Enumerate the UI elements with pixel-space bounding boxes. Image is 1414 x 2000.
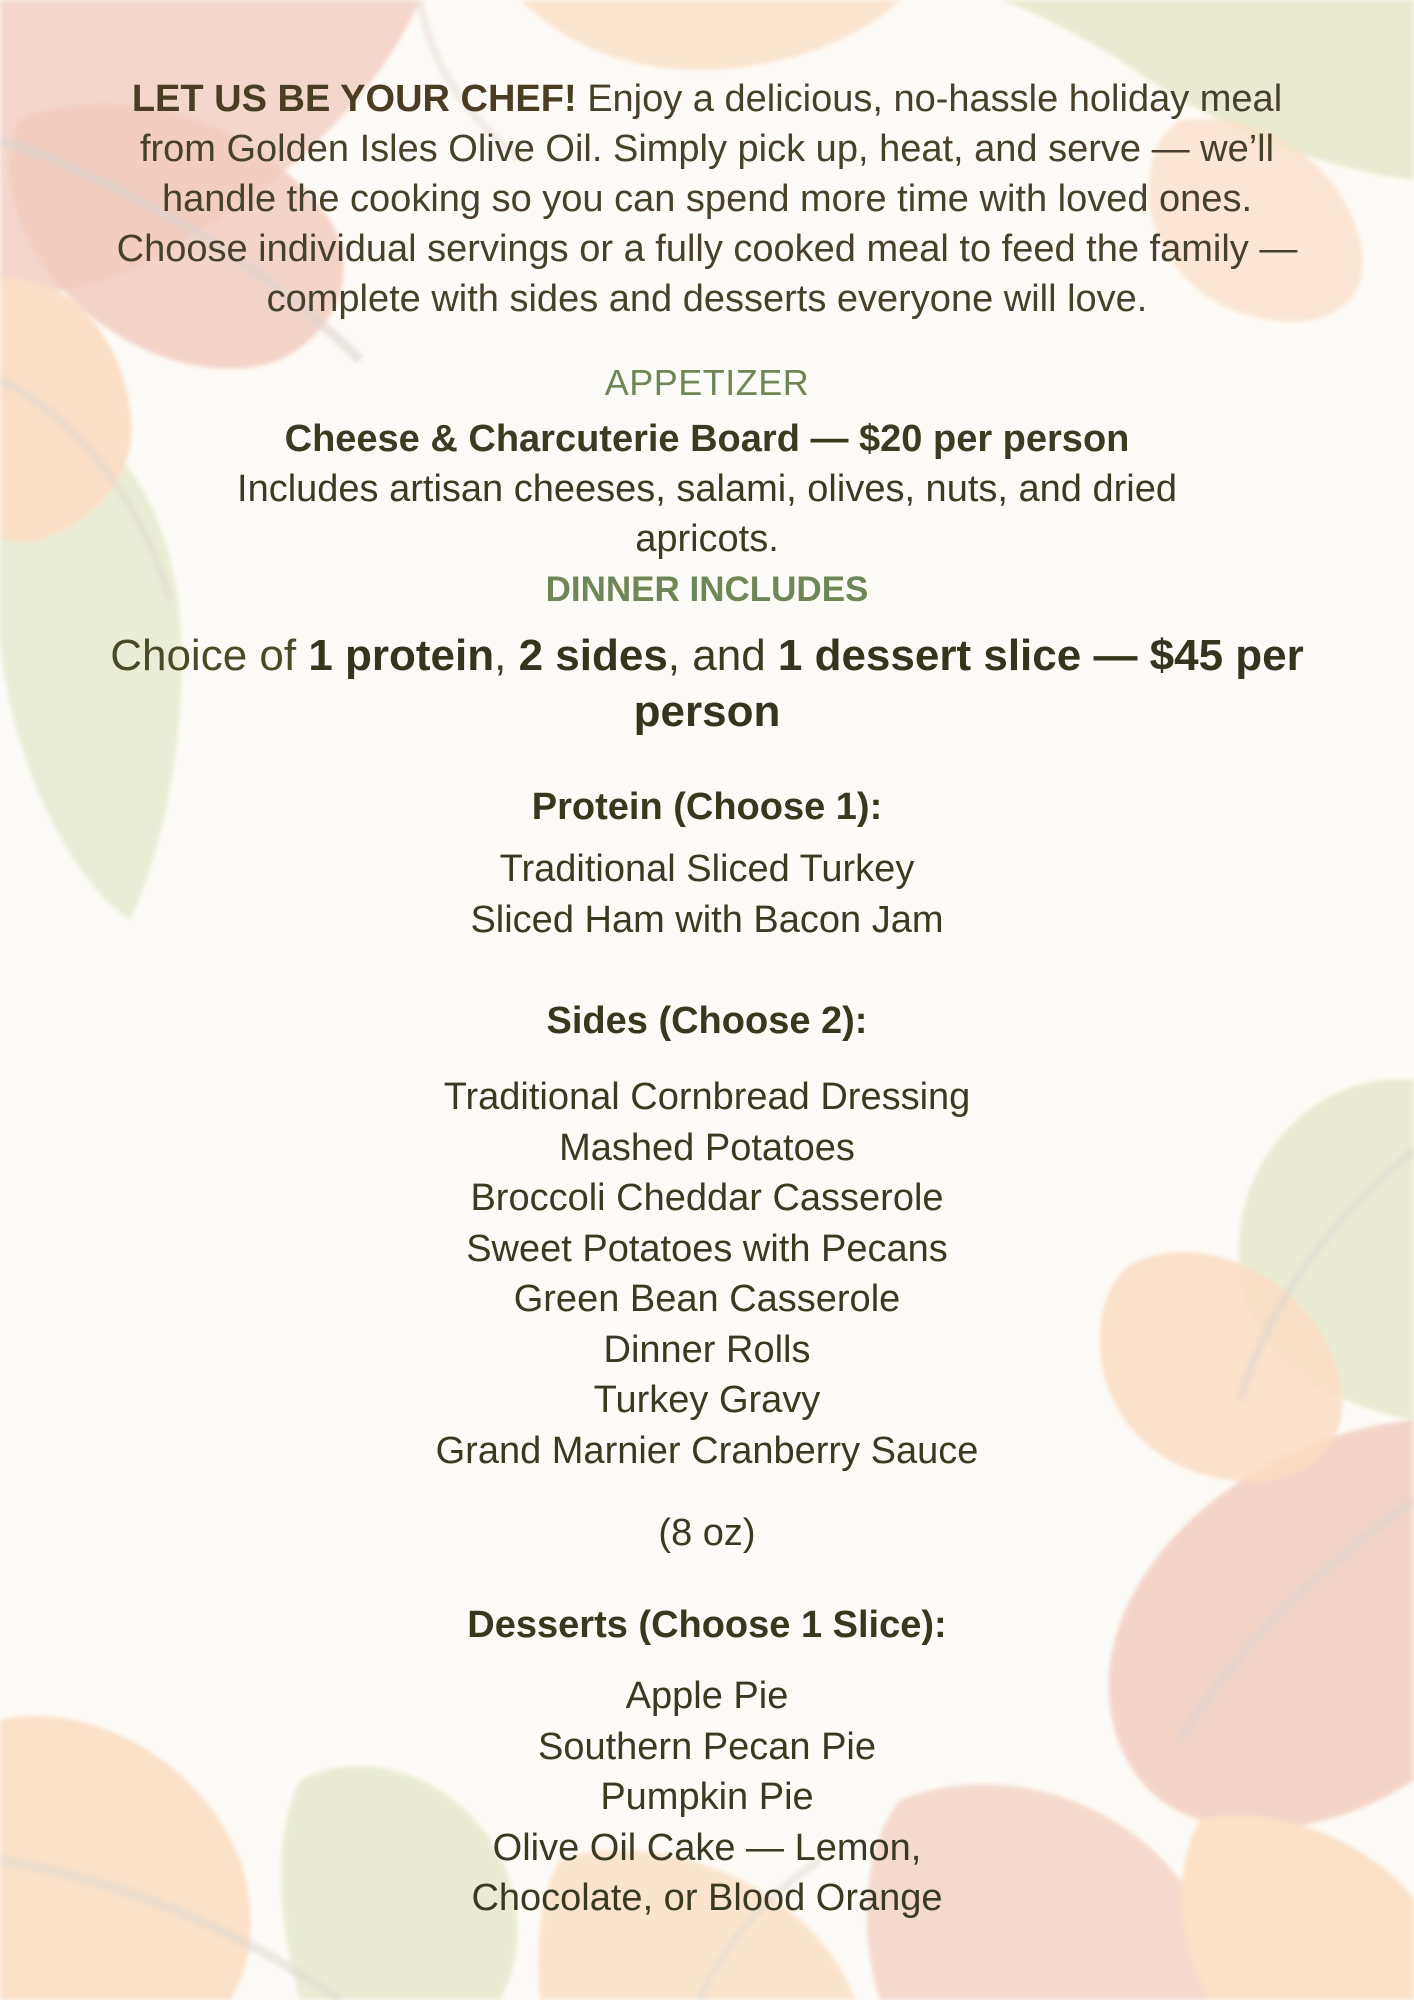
appetizer-item-description: Includes artisan cheeses, salami, olives, nuts, and dried apricots. (237, 468, 1177, 560)
sides-list (0, 1072, 1414, 1476)
dinner-section-label: DINNER INCLUDES (545, 570, 869, 609)
dinner-protein-count: 1 protein (308, 631, 495, 680)
list-item: Turkey Gravy (593, 1379, 821, 1421)
intro-body: Enjoy a delicious, no-hassle holiday meal from Golden Isles Olive Oil. Simply pick up, heat, and serve — we’ll handle the cooking so you can spend more time with loved ones. Choose individual servings or a fully cooked meal to feed the family — complete with sides and desserts everyone will love. (116, 78, 1298, 320)
list-item: Traditional Cornbread Dressing (443, 1076, 971, 1118)
appetizer-item-title: Cheese & Charcuterie Board — $20 per person (284, 418, 1130, 460)
desserts-group-title: Desserts (Choose 1 Slice): (467, 1604, 947, 1646)
leaf-orange-topcenter (520, 0, 900, 70)
list-item: Pumpkin Pie (600, 1776, 814, 1818)
list-item: Sliced Ham with Bacon Jam (470, 898, 944, 941)
dinner-comma: , (494, 631, 519, 680)
dinner-choice-of: Choice of (110, 631, 309, 680)
dinner-and: , and (667, 631, 778, 680)
list-item: Apple Pie (625, 1675, 789, 1717)
list-item: Olive Oil Cake — Lemon, (492, 1826, 922, 1869)
list-item: Broccoli Cheddar Casserole (470, 1177, 944, 1219)
protein-group-title: Protein (Choose 1): (531, 786, 883, 828)
list-item: Sweet Potatoes with Pecans (466, 1227, 948, 1270)
list-item: Traditional Sliced Turkey (499, 848, 915, 890)
list-item: Grand Marnier Cranberry Sauce (435, 1429, 979, 1472)
dinner-sides-count: 2 sides (518, 631, 668, 680)
sides-group-title: Sides (Choose 2): (546, 1000, 868, 1042)
list-item: Chocolate, or Blood Orange (471, 1877, 943, 1919)
dinner-price: — $45 per person (633, 631, 1304, 736)
intro-lead: LET US BE YOUR CHEF! (131, 78, 577, 120)
list-item: Dinner Rolls (603, 1328, 811, 1371)
dinner-summary (80, 628, 1334, 740)
protein-list (0, 844, 1414, 945)
desserts-list (0, 1671, 1414, 1924)
list-item: Southern Pecan Pie (537, 1725, 876, 1768)
dinner-dessert-count: 1 dessert slice (777, 631, 1082, 680)
intro-paragraph (95, 74, 1319, 324)
list-item: Green Bean Casserole (513, 1278, 901, 1320)
sides-note: (8 oz) (658, 1512, 756, 1554)
list-item: Mashed Potatoes (559, 1126, 855, 1169)
appetizer-section-label: APPETIZER (604, 362, 810, 403)
